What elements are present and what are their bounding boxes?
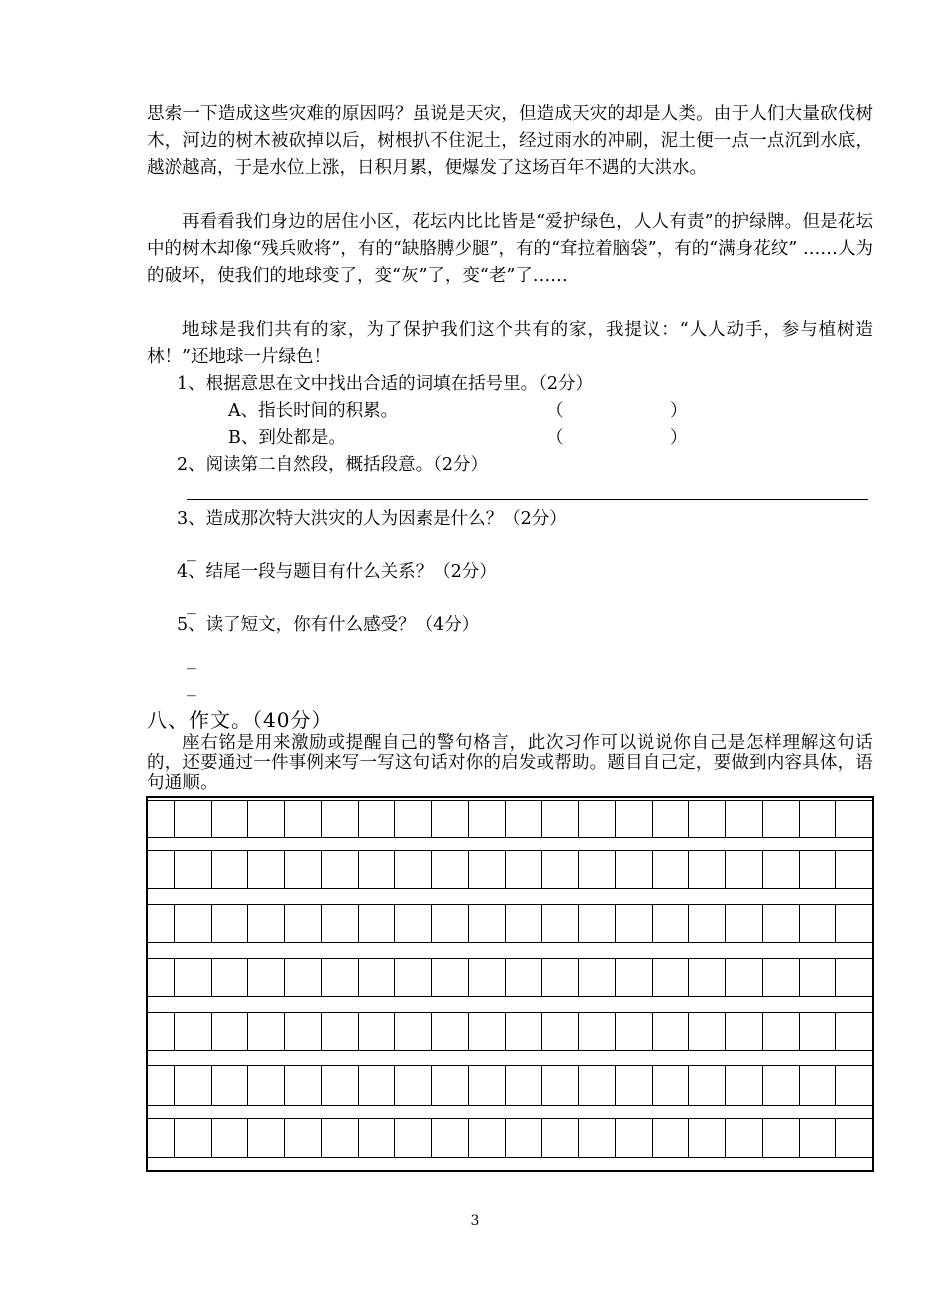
grid-cell[interactable] [578,905,615,942]
grid-cell[interactable] [762,1066,799,1105]
grid-cell[interactable] [284,851,321,888]
grid-cell[interactable] [284,1066,321,1105]
grid-cell[interactable] [211,1066,248,1105]
grid-cell[interactable] [505,959,542,996]
grid-cell[interactable] [394,1066,431,1105]
grid-cell[interactable] [835,1013,872,1050]
grid-cell[interactable] [725,959,762,996]
grid-cell[interactable] [174,959,211,996]
grid-cell[interactable] [799,905,836,942]
grid-cell[interactable] [799,1013,836,1050]
grid-cell[interactable] [247,851,284,888]
grid-row[interactable] [148,1065,872,1106]
grid-cell[interactable] [835,1066,872,1105]
grid-cell[interactable] [799,801,836,837]
grid-cell[interactable] [321,801,358,837]
grid-row[interactable] [148,800,872,838]
grid-cell[interactable] [615,905,652,942]
grid-cell[interactable] [321,851,358,888]
grid-cell[interactable] [358,801,395,837]
grid-cell[interactable] [652,959,689,996]
grid-cell[interactable] [284,905,321,942]
grid-cell[interactable] [652,801,689,837]
question-3: 3、造成那次特大洪灾的人为因素是什么？（2分） [177,509,567,529]
answer-paren-open-1a: （ [546,401,564,421]
question-2: 2、阅读第二自然段，概括段意。（2分） [177,455,489,475]
grid-cell[interactable] [394,851,431,888]
grid-cell[interactable] [358,1066,395,1105]
composition-grid[interactable] [146,796,874,1172]
grid-cell[interactable] [174,851,211,888]
grid-cell[interactable] [799,959,836,996]
grid-cell[interactable] [762,1119,799,1157]
answer-paren-open-1b: （ [546,428,564,448]
grid-row[interactable] [148,958,872,997]
grid-cell[interactable] [211,1119,248,1157]
grid-cell[interactable] [247,959,284,996]
grid-cell[interactable] [688,851,725,888]
grid-cell[interactable] [247,1119,284,1157]
grid-cell[interactable] [615,1066,652,1105]
grid-cell[interactable] [799,1066,836,1105]
grid-cell[interactable] [688,905,725,942]
grid-cell[interactable] [321,905,358,942]
question-1: 1、根据意思在文中找出合适的词填在括号里。（2分） [177,374,594,394]
grid-cell[interactable] [148,959,174,996]
grid-row[interactable] [148,904,872,943]
grid-cell[interactable] [211,1013,248,1050]
grid-cell[interactable] [615,801,652,837]
grid-cell[interactable] [468,1066,505,1105]
grid-cell[interactable] [148,1013,174,1050]
grid-cell[interactable] [284,959,321,996]
grid-cell[interactable] [284,801,321,837]
grid-cell[interactable] [835,959,872,996]
grid-cell[interactable] [835,1119,872,1157]
grid-cell[interactable] [247,1013,284,1050]
grid-cell[interactable] [578,1119,615,1157]
grid-cell[interactable] [174,905,211,942]
grid-cell[interactable] [431,1066,468,1105]
grid-cell[interactable] [541,1066,578,1105]
grid-cell[interactable] [835,801,872,837]
grid-cell[interactable] [725,905,762,942]
grid-cell[interactable] [148,801,174,837]
answer-paren-close-1b: ） [670,428,688,448]
page-number: 3 [470,1213,480,1229]
grid-cell[interactable] [211,959,248,996]
grid-cell[interactable] [762,851,799,888]
question-1b: B、到处都是。 [228,428,346,448]
grid-cell[interactable] [358,959,395,996]
grid-cell[interactable] [652,905,689,942]
grid-cell[interactable] [468,801,505,837]
grid-cell[interactable] [394,905,431,942]
grid-cell[interactable] [174,1119,211,1157]
grid-cell[interactable] [505,1013,542,1050]
grid-cell[interactable] [358,1013,395,1050]
grid-cell[interactable] [541,905,578,942]
grid-cell[interactable] [578,1066,615,1105]
grid-cell[interactable] [211,851,248,888]
answer-line-2[interactable] [187,499,868,500]
grid-cell[interactable] [148,1066,174,1105]
grid-cell[interactable] [652,1119,689,1157]
grid-cell[interactable] [799,851,836,888]
grid-cell[interactable] [541,1119,578,1157]
grid-cell[interactable] [799,1119,836,1157]
grid-cell[interactable] [541,1013,578,1050]
grid-cell[interactable] [321,959,358,996]
grid-cell[interactable] [321,1013,358,1050]
grid-cell[interactable] [247,1066,284,1105]
grid-cell[interactable] [148,905,174,942]
grid-cell[interactable] [688,1119,725,1157]
grid-cell[interactable] [394,959,431,996]
grid-cell[interactable] [835,851,872,888]
question-5: 5、读了短文，你有什么感受？（4分） [177,615,480,635]
grid-cell[interactable] [468,1013,505,1050]
grid-cell[interactable] [578,1013,615,1050]
grid-cell[interactable] [358,1119,395,1157]
grid-cell[interactable] [688,1066,725,1105]
grid-cell[interactable] [247,801,284,837]
grid-cell[interactable] [725,801,762,837]
grid-row[interactable] [148,1012,872,1051]
grid-cell[interactable] [174,1013,211,1050]
grid-cell[interactable] [762,959,799,996]
grid-cell[interactable] [725,1013,762,1050]
grid-cell[interactable] [688,801,725,837]
grid-cell[interactable] [211,801,248,837]
grid-cell[interactable] [725,1119,762,1157]
grid-cell[interactable] [615,1013,652,1050]
grid-cell[interactable] [578,851,615,888]
grid-cell[interactable] [505,905,542,942]
composition-heading: 八、作文。（40分） [147,708,333,732]
grid-row[interactable] [148,1118,872,1158]
grid-cell[interactable] [468,905,505,942]
answer-line-5b[interactable]: _ [187,677,196,697]
grid-cell[interactable] [578,801,615,837]
grid-cell[interactable] [578,959,615,996]
question-4: 4、结尾一段与题目有什么关系？（2分） [177,562,497,582]
grid-cell[interactable] [431,1119,468,1157]
grid-cell[interactable] [211,905,248,942]
grid-cell[interactable] [541,959,578,996]
grid-cell[interactable] [505,1066,542,1105]
grid-cell[interactable] [284,1013,321,1050]
grid-cell[interactable] [394,1119,431,1157]
grid-cell[interactable] [394,1013,431,1050]
grid-cell[interactable] [762,801,799,837]
grid-cell[interactable] [762,905,799,942]
passage-paragraph-2: 再看看我们身边的居住小区，花坛内比比皆是“爱护绿色，人人有责”的护绿牌。但是花坛中的树木却像“残兵败将”，有的“缺胳膊少腿”，有的“耷拉着脑袋”，有的“满身花纹” ……人为的破坏，使我们的地球变了，变“灰”了，变“老”了…… [147,212,873,286]
grid-cell[interactable] [431,851,468,888]
grid-cell[interactable] [688,1013,725,1050]
grid-cell[interactable] [431,1013,468,1050]
grid-cell[interactable] [762,1013,799,1050]
grid-cell[interactable] [615,1119,652,1157]
grid-cell[interactable] [468,959,505,996]
grid-cell[interactable] [321,1119,358,1157]
grid-cell[interactable] [505,1119,542,1157]
grid-cell[interactable] [652,1066,689,1105]
grid-cell[interactable] [468,1119,505,1157]
grid-cell[interactable] [431,905,468,942]
grid-cell[interactable] [284,1119,321,1157]
grid-cell[interactable] [615,851,652,888]
grid-cell[interactable] [431,959,468,996]
answer-line-5a[interactable]: _ [187,650,196,670]
grid-cell[interactable] [148,1119,174,1157]
grid-cell[interactable] [652,851,689,888]
grid-cell[interactable] [505,851,542,888]
grid-cell[interactable] [541,801,578,837]
grid-row[interactable] [148,850,872,889]
grid-cell[interactable] [321,1066,358,1105]
grid-cell[interactable] [688,959,725,996]
grid-cell[interactable] [247,905,284,942]
passage-paragraph-1: 思索一下造成这些灾难的原因吗？虽说是天灾，但造成天灾的却是人类。由于人们大量砍伐树木，河边的树木被砍掉以后，树根扒不住泥土，经过雨水的冲刷，泥土便一点一点沉到水底，越淤越高，于是水位上涨，日积月累，便爆发了这场百年不遇的大洪水。 [147,104,873,178]
grid-cell[interactable] [725,851,762,888]
grid-cell[interactable] [358,851,395,888]
answer-line-3[interactable]: _ [187,542,196,562]
grid-cell[interactable] [468,851,505,888]
passage-paragraph-3: 地球是我们共有的家，为了保护我们这个共有的家，我提议：“人人动手，参与植树造林！”还地球一片绿色！ [147,320,873,367]
question-1a: A、指长时间的积累。 [228,401,399,421]
grid-cell[interactable] [652,1013,689,1050]
grid-cell[interactable] [431,801,468,837]
grid-cell[interactable] [148,851,174,888]
grid-cell[interactable] [394,801,431,837]
grid-cell[interactable] [541,851,578,888]
composition-prompt: 座右铭是用来激励或提醒自己的警句格言，此次习作可以说说你自己是怎样理解这句话的，还要通过一件事例来写一写这句话对你的启发或帮助。题目自己定，要做到内容具体，语句通顺。 [147,733,873,793]
grid-cell[interactable] [505,801,542,837]
grid-cell[interactable] [174,1066,211,1105]
grid-cell[interactable] [358,905,395,942]
grid-cell[interactable] [835,905,872,942]
grid-cell[interactable] [725,1066,762,1105]
answer-line-4[interactable]: _ [187,595,196,615]
grid-cell[interactable] [174,801,211,837]
grid-cell[interactable] [615,959,652,996]
answer-paren-close-1a: ） [670,401,688,421]
